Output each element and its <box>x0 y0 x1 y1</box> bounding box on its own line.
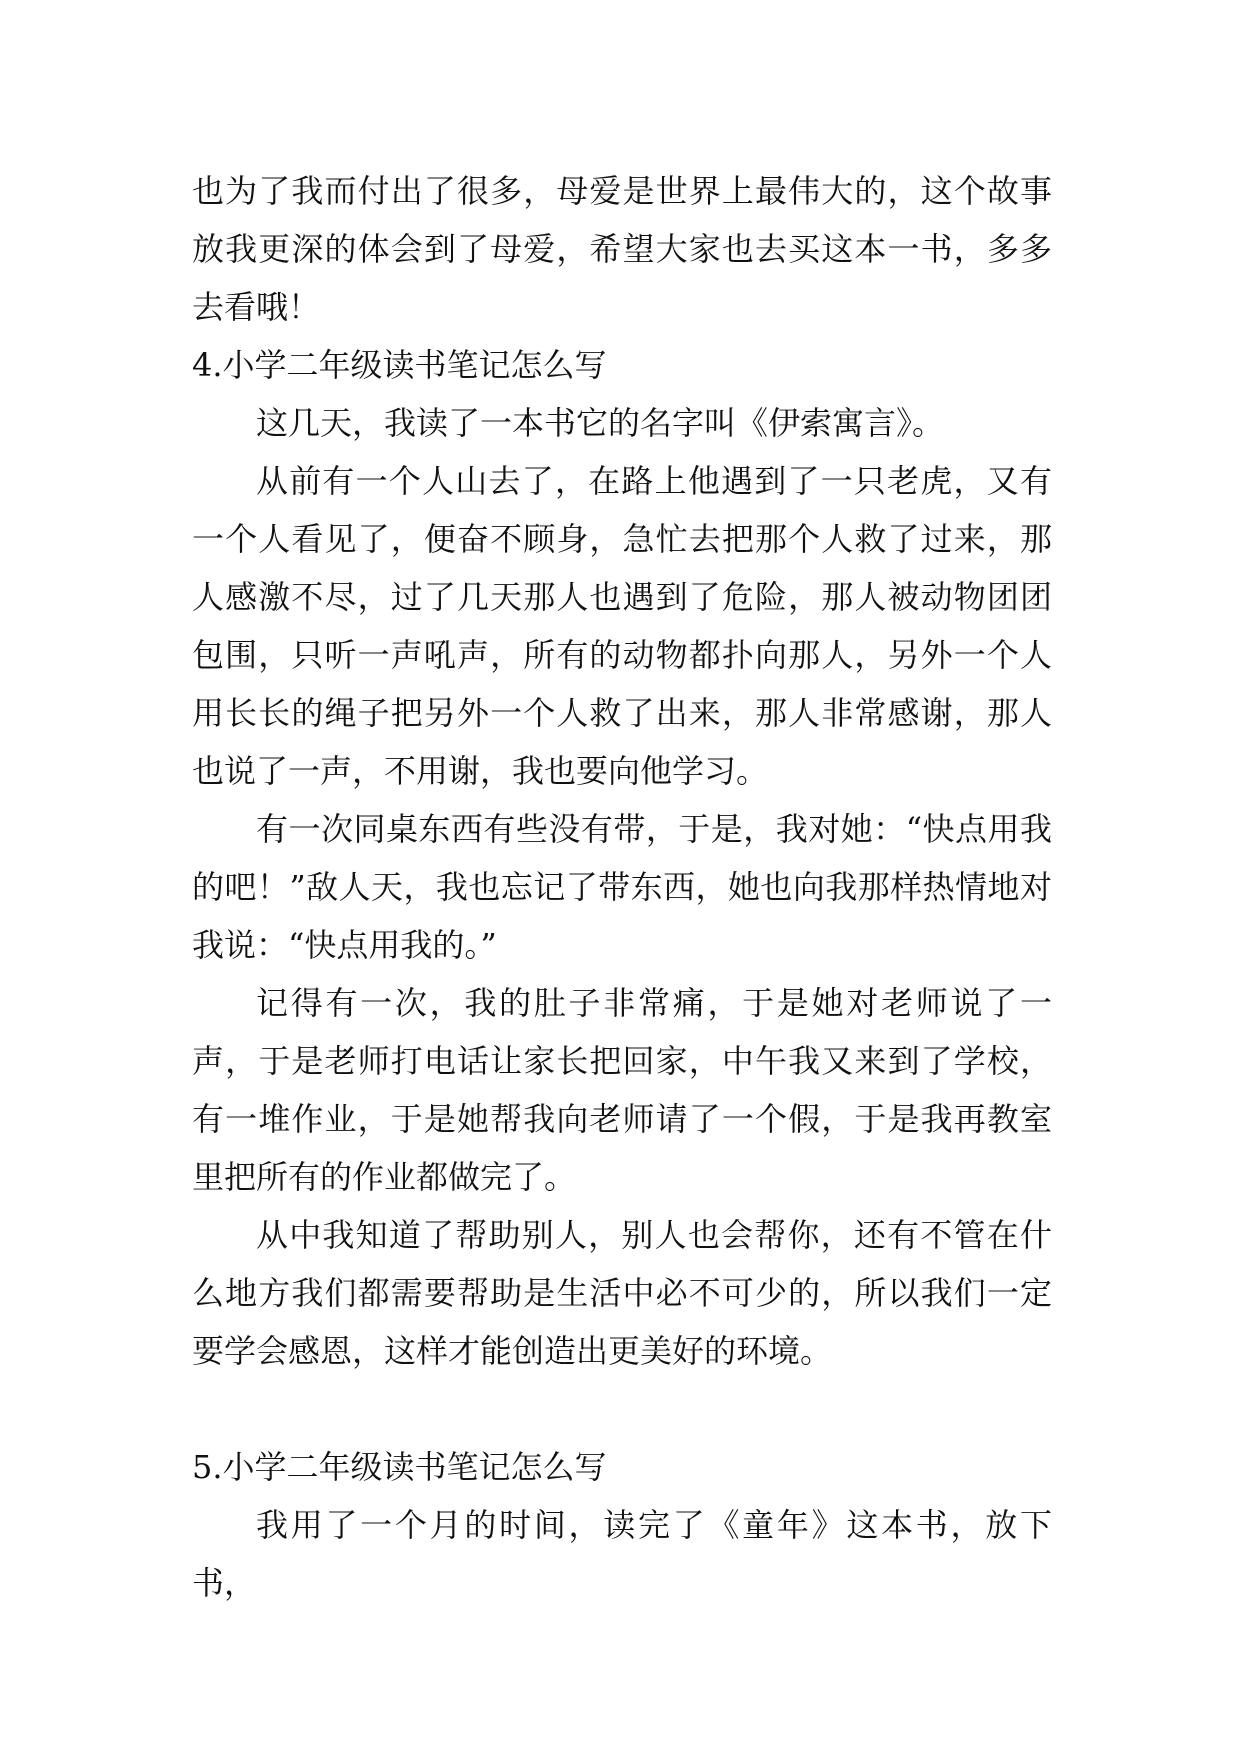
document-body <box>192 162 1052 1612</box>
paragraph: 这几天，我读了一本书它的名字叫《伊索寓言》。 <box>256 404 945 442</box>
section-heading-4: 4.小学二年级读书笔记怎么写 <box>192 346 607 384</box>
paragraph: 从前有一个人山去了，在路上他遇到了一只老虎，又有一个人看见了，便奋不顾身，急忙去把那个人救了过来，那人感激不尽，过了几天那人也遇到了危险，那人被动物团团包围，只听一声吼声，所有的动物都扑向那人，另外一个人用长长的绳子把另外一个人救了出来，那人非常感谢，那人也说了一声，不用谢，我也要向他学习。 <box>192 462 1052 790</box>
paragraph: 我用了一个月的时间，读完了《童年》这本书，放下书， <box>192 1506 1052 1602</box>
section-heading-5: 5.小学二年级读书笔记怎么写 <box>192 1448 607 1486</box>
paragraph: 记得有一次，我的肚子非常痛，于是她对老师说了一声，于是老师打电话让家长把回家，中午我又来到了学校，有一堆作业，于是她帮我向老师请了一个假，于是我再教室里把所有的作业都做完了。 <box>192 984 1052 1196</box>
paragraph: 有一次同桌东西有些没有带，于是，我对她：“快点用我的吧！”敌人天，我也忘记了带东西，她也向我那样热情地对我说：“快点用我的。” <box>192 810 1052 964</box>
section-spacer <box>192 1380 1052 1438</box>
paragraph: 从中我知道了帮助别人，别人也会帮你，还有不管在什么地方我们都需要帮助是生活中必不可少的，所以我们一定要学会感恩，这样才能创造出更美好的环境。 <box>192 1216 1052 1370</box>
paragraph-continued: 也为了我而付出了很多，母爱是世界上最伟大的，这个故事放我更深的体会到了母爱，希望大家也去买这本一书，多多去看哦！ <box>192 172 1052 326</box>
